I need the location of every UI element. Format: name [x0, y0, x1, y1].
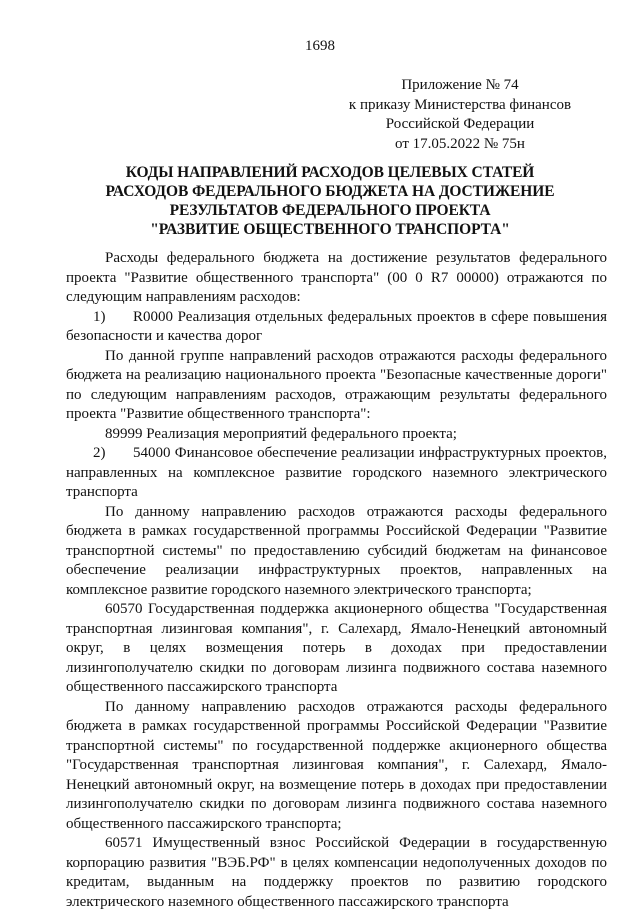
title-line: РЕЗУЛЬТАТОВ ФЕДЕРАЛЬНОГО ПРОЕКТА — [169, 202, 491, 219]
item-text: 54000 Финансовое обеспечение реализации инфраструктурных проектов, направленных на комплексное развитие городского наземного электрического транспорта — [66, 445, 607, 500]
appendix-line: Приложение № 74 — [401, 77, 519, 93]
item-number: 1) — [93, 308, 106, 325]
paragraph: По данному направлению расходов отражаются расходы федерального бюджета в рамках государственной программы Российской Федерации "Развитие транспортной системы" по предоставлению субсидий бюджетам на финансовое обеспечение реализации инфраструктурных проектов, направленных на комплексное развитие городского наземного электрического транспорта; — [66, 503, 607, 598]
paragraph: 60570 Государственная поддержка акционерного общества "Государственная транспортная лизинговая компания", г. Салехард, Ямало-Ненецкий автономный округ, в целях возмещения потерь в доходах при предоставлении лизингополучателю скидки по договорам лизинга подвижного состава наземного общественного пассажирского транспорта — [66, 601, 607, 695]
numbered-paragraph — [66, 444, 607, 503]
document-title — [60, 163, 600, 239]
paragraph: По данному направлению расходов отражаются расходы федерального бюджета в рамках государственной программы Российской Федерации "Развитие транспортной системы" по государственной поддержке акционерного общества "Государственная транспортная лизинговая компания", г. Салехард, Ямало-Ненецкий автономный округ, на возмещение потерь в доходах при предоставлении лизингополучателю скидки по договорам лизинга подвижного состава наземного общественного пассажирского транспорта; — [66, 698, 607, 832]
paragraph: Расходы федерального бюджета на достижение результатов федерального проекта "Развитие общественного транспорта" (00 0 R7 00000) отражаются по следующим направлениям расходов: — [66, 250, 607, 305]
title-line: КОДЫ НАПРАВЛЕНИЙ РАСХОДОВ ЦЕЛЕВЫХ СТАТЕЙ — [125, 164, 535, 181]
appendix-line: от 17.05.2022 № 75н — [395, 135, 525, 152]
page-number: 1698 — [305, 38, 335, 54]
item-number: 2) — [93, 445, 106, 461]
paragraph: 60571 Имущественный взнос Российской Федерации в государственную корпорацию развития "ВЭБ.РФ" в целях компенсации недополученных доходов по кредитам, выданным на поддержку проектов по развитию городского электрического наземного общественного пассажирского транспорта — [66, 835, 607, 910]
numbered-paragraph — [66, 308, 607, 347]
document-body — [66, 249, 607, 912]
title-line: РАСХОДОВ ФЕДЕРАЛЬНОГО БЮДЖЕТА НА ДОСТИЖЕНИЕ — [105, 183, 555, 200]
paragraph: По данной группе направлений расходов отражаются расходы федерального бюджета на реализацию национального проекта "Безопасные качественные дороги" по следующим направлениям расходов, отражающим результаты федерального проекта "Развитие общественного транспорта": — [66, 347, 607, 422]
appendix-block — [340, 76, 580, 154]
appendix-line: Российской Федерации — [385, 116, 535, 132]
item-text: R0000 Реализация отдельных федеральных проектов в сфере повышения безопасности и качества дорог — [66, 308, 607, 344]
appendix-line: к приказу Министерства финансов — [348, 96, 572, 113]
paragraph: 89999 Реализация мероприятий федерального проекта; — [105, 425, 457, 442]
title-line: "РАЗВИТИЕ ОБЩЕСТВЕННОГО ТРАНСПОРТА" — [150, 221, 510, 238]
